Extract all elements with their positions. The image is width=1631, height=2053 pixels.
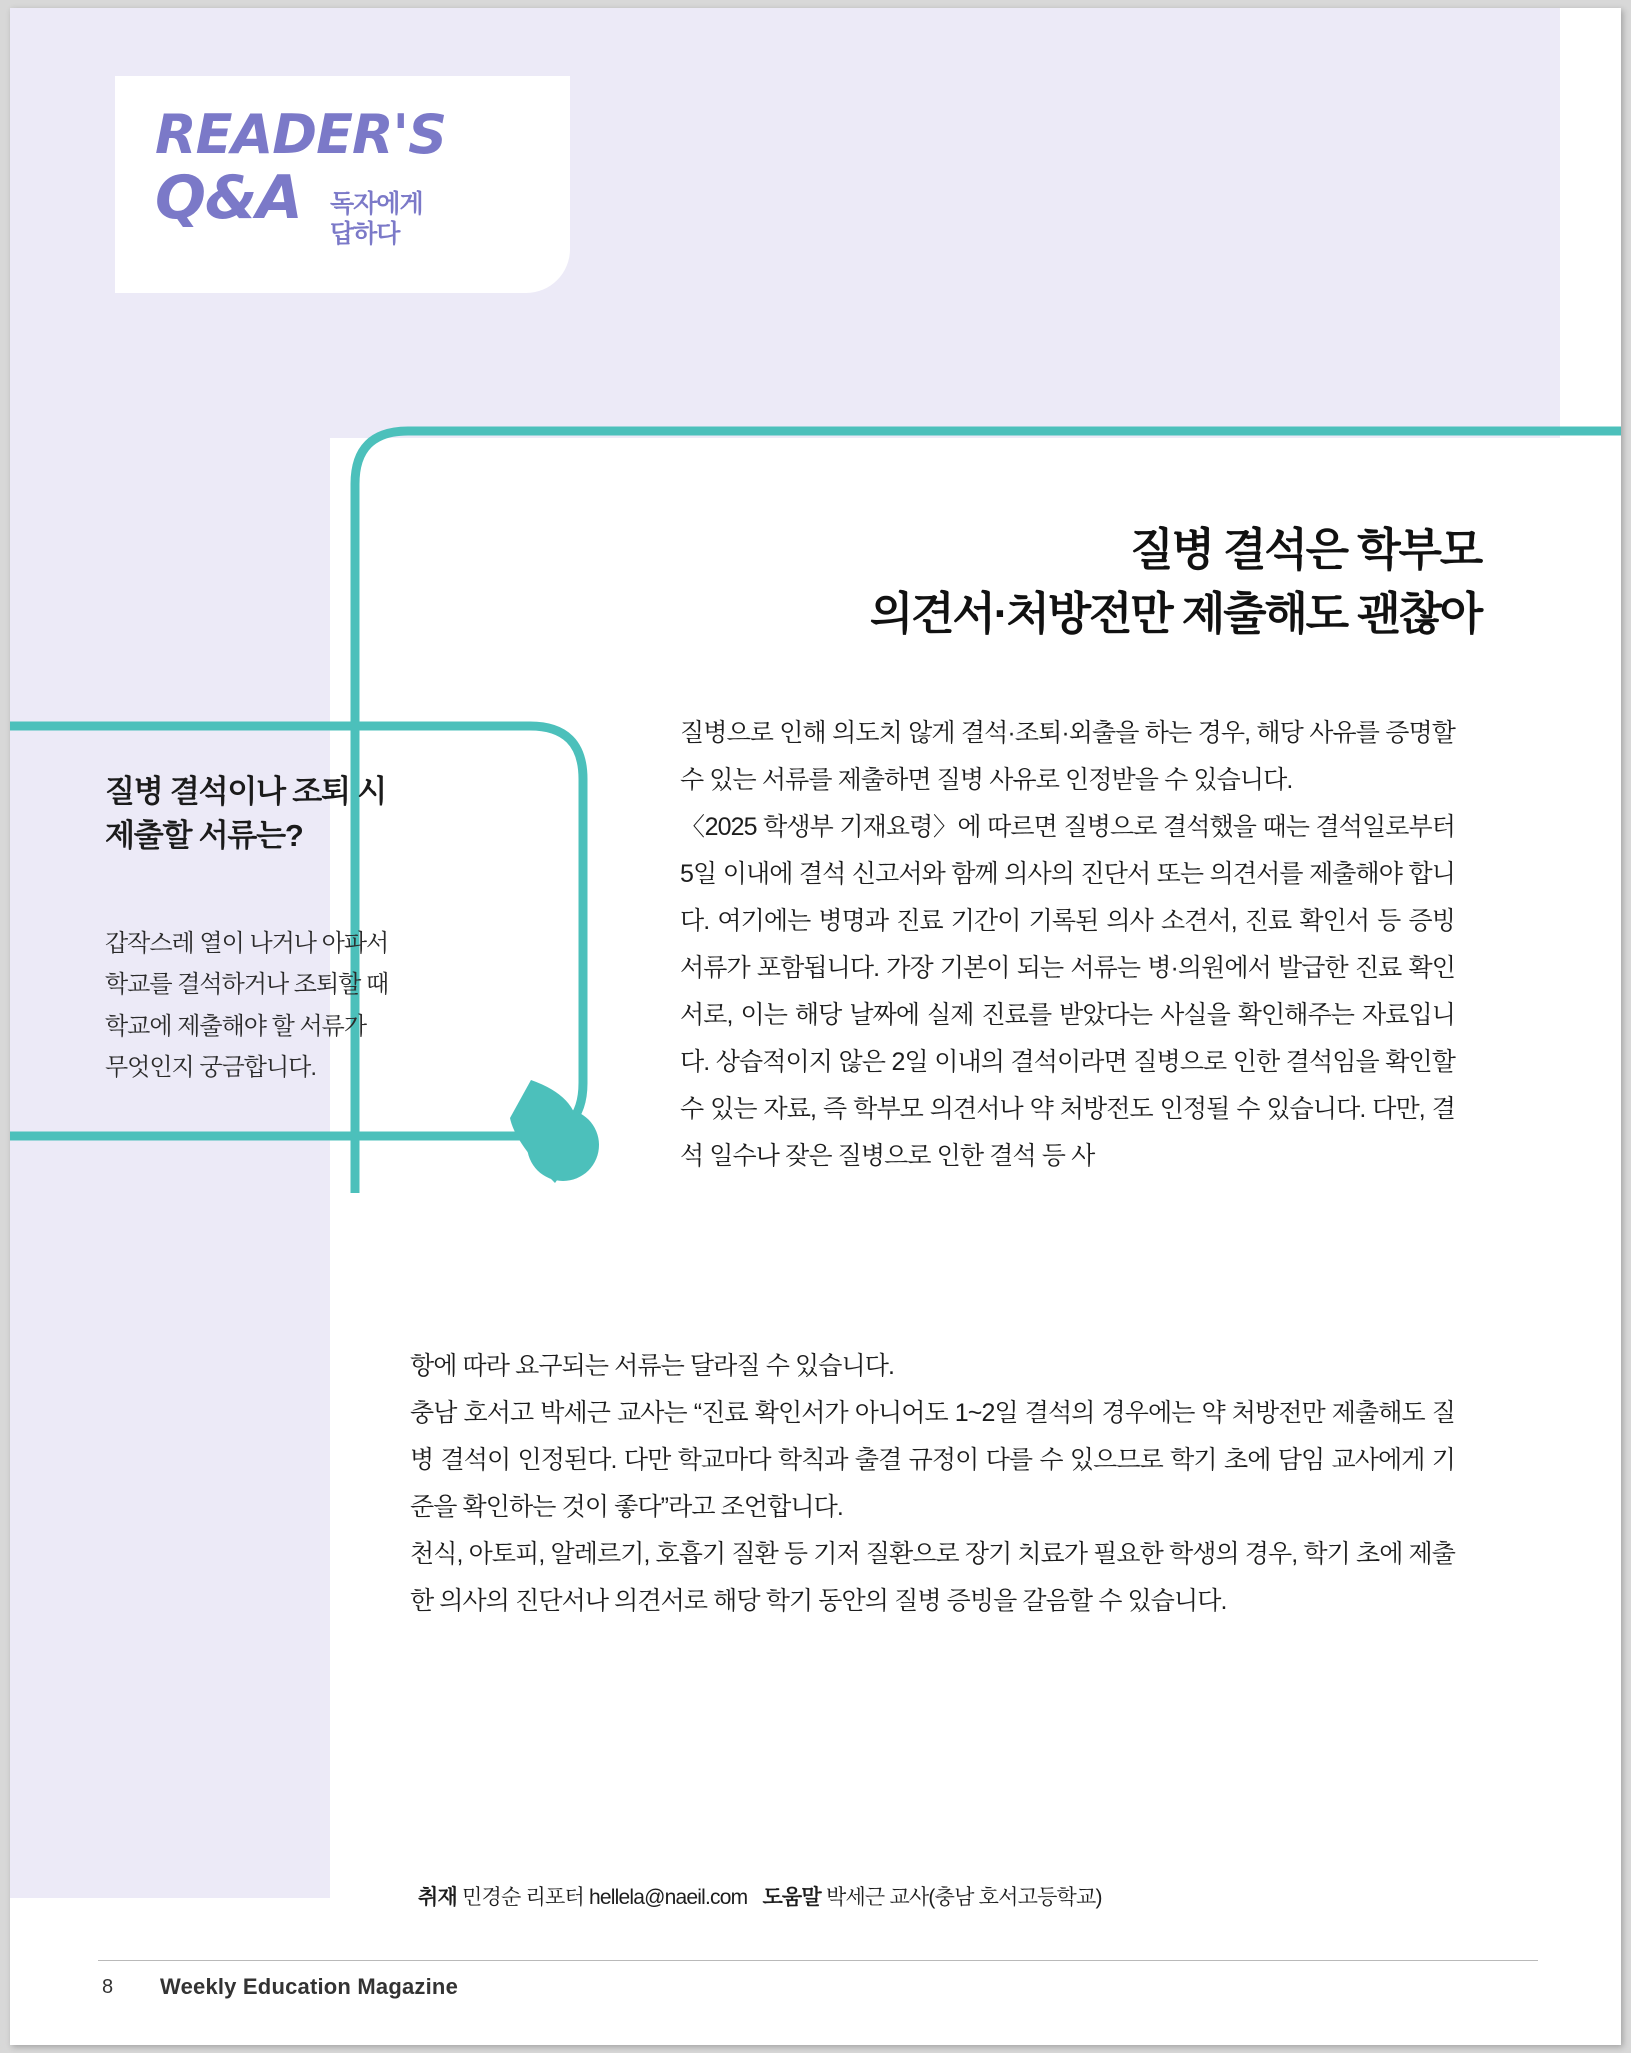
masthead-korean-subtitle: 독자에게 답하다 — [330, 190, 423, 248]
masthead-line2: Q&A — [155, 163, 302, 233]
article-paragraph: 질병으로 인해 의도치 않게 결석·조퇴·외출을 하는 경우, 해당 사유를 증명할 수 있는 서류를 제출하면 질병 사유로 인정받을 수 있습니다. — [680, 719, 1455, 794]
question-title: 질병 결석이나 조퇴 시 제출할 서류는? — [105, 774, 386, 854]
credit-reporter-label: 취재 — [418, 1886, 457, 1909]
article-body-right-column — [680, 710, 1455, 1180]
credit-reporter: 민경순 리포터 hellela@naeil.com — [462, 1886, 748, 1909]
footer-divider — [98, 1960, 1538, 1961]
article-paragraph: 항에 따라 요구되는 서류는 달라질 수 있습니다. — [410, 1352, 895, 1380]
question-body: 갑작스레 열이 나거나 아파서 학교를 결석하거나 조퇴할 때 학교에 제출해야 할 서류가 무엇인지 궁금합니다. — [105, 930, 389, 1081]
page-number: 8 — [102, 1976, 114, 1998]
article-body-full-width — [410, 1343, 1455, 1625]
article-paragraph: 〈2025 학생부 기재요령〉에 따르면 질병으로 결석했을 때는 결석일로부터 5일 이내에 결석 신고서와 함께 의사의 진단서 또는 의견서를 제출해야 합니다. 여기에는 병명과 진료 기간이 기록된 의사 소견서, 진료 확인서 등 증빙 서류가 포함됩니다. 가장 기본이 되는 서류는 병·의원에서 발급한 진료 확인서로, 이는 해당 날짜에 실제 진료를 받았다는 사실을 확인해주는 자료입니다. 상습적이지 않은 2일 이내의 결석이라면 질병으로 인한 결석임을 확인할 수 있는 자료, 즉 학부모 의견서나 약 처방전도 인정될 수 있습니다. 다만, 결석 일수나 잦은 질병으로 인한 결석 등 사 — [680, 813, 1455, 1170]
credit-helper: 박세근 교사(충남 호서고등학교) — [825, 1886, 1102, 1909]
credit-helper-label: 도움말 — [762, 1886, 821, 1909]
magazine-page — [10, 8, 1621, 2045]
article-paragraph: 천식, 아토피, 알레르기, 호흡기 질환 등 기저 질환으로 장기 치료가 필요한 학생의 경우, 학기 초에 제출한 의사의 진단서나 의견서로 해당 학기 동안의 질병 증빙을 갈음할 수 있습니다. — [410, 1540, 1455, 1615]
left-column-background-panel — [10, 438, 330, 1898]
magazine-title: Weekly Education Magazine — [160, 1974, 459, 1999]
masthead-line1: READER'S — [155, 103, 446, 166]
article-paragraph: 충남 호서고 박세근 교사는 “진료 확인서가 아니어도 1~2일 결석의 경우에는 약 처방전만 제출해도 질병 결석이 인정된다. 다만 학교마다 학칙과 출결 규정이 다를 수 있으므로 학기 초에 담임 교사에게 기준을 확인하는 것이 좋다”라고 조언합니다. — [410, 1399, 1455, 1521]
credit-line — [418, 1881, 1102, 1911]
article-headline: 질병 결석은 학부모 의견서·처방전만 제출해도 괜찮아 — [869, 524, 1481, 639]
